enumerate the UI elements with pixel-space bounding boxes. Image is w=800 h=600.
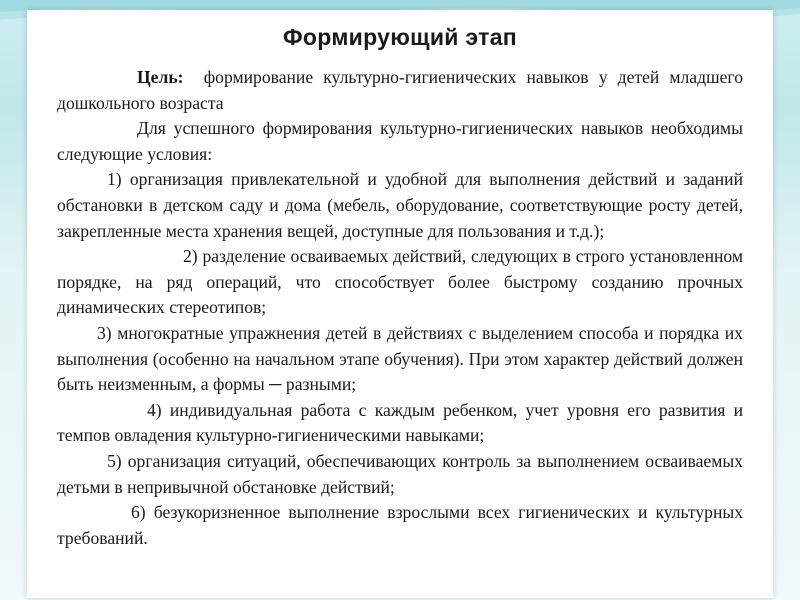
slide-body (57, 65, 748, 551)
goal-text: формирование культурно-гигиенических навыков у детей младшего дошкольного возраста (57, 67, 748, 113)
goal-label: Цель: (137, 67, 184, 87)
slide-title: Формирующий этап (283, 24, 517, 50)
intro-paragraph: Для успешного формирования культурно-гигиенических навыков необходимы следующие условия: (57, 118, 743, 164)
slide-card (27, 10, 773, 598)
condition-item-5: 5) организация ситуаций, обеспечивающих контроль за выполнением осваиваемых детьми в непривычной обстановке действий; (57, 450, 743, 497)
condition-item-6: 6) безукоризненное выполнение взрослыми всех гигиенических и культурных требований. (57, 502, 743, 548)
condition-item-1: 1) организация привлекательной и удобной для выполнения действий и заданий обстановки в детском саду и дома (мебель, оборудование, соответствующие росту детей, закрепленные места хранения вещей, доступные для пользования и т.д.); (57, 169, 743, 241)
condition-item-4: 4) индивидуальная работа с каждым ребенком, учет уровня его развития и темпов овладения культурно-гигиеническими навыками; (57, 399, 743, 446)
condition-item-2: 2) разделение осваиваемых действий, следующих в строго установленном порядке, на ряд операций, что способствует более быстрому созданию прочных динамических стереотипов; (57, 246, 743, 318)
condition-item-3: 3) многократные упражнения детей в действиях с выделением способа и порядка их выполнения (особенно на начальном этапе обучения). При этом характер действий должен быть неизменным, а формы ─ разными; (57, 322, 743, 395)
goal-paragraph (57, 65, 748, 116)
